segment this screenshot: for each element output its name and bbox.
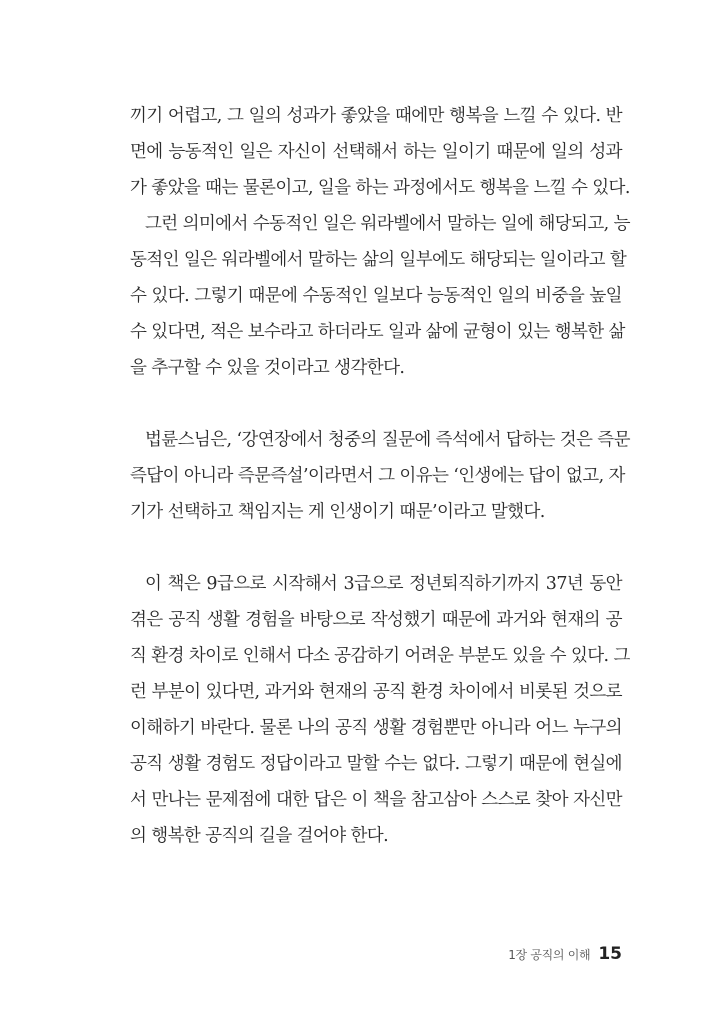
- page-footer: [508, 944, 622, 964]
- text-line: 기가 선택하고 책임지는 게 인생이기 때문’이라고 말했다.: [130, 502, 545, 522]
- text-line: 끼기 어렵고, 그 일의 성과가 좋았을 때에만 행복을 느낄 수 있다. 반: [130, 106, 622, 126]
- text-line: 즉답이 아니라 즉문즉설’이라면서 그 이유는 ‘인생에는 답이 없고, 자: [130, 466, 625, 486]
- text-line: 법륜스님은, ‘강연장에서 청중의 질문에 즉석에서 답하는 것은 즉문: [145, 430, 630, 450]
- text-line: 을 추구할 수 있을 것이라고 생각한다.: [130, 358, 405, 378]
- text-line: 런 부분이 있다면, 과거와 현재의 공직 환경 차이에서 비롯된 것으로: [130, 682, 622, 702]
- text-line: 그런 의미에서 수동적인 일은 워라벨에서 말하는 일에 해당되고, 능: [145, 214, 630, 234]
- text-line: 가 좋았을 때는 물론이고, 일을 하는 과정에서도 행복을 느낄 수 있다.: [130, 178, 630, 198]
- text-line: 수 있다면, 적은 보수라고 하더라도 일과 삶에 균형이 있는 행복한 삶: [130, 322, 625, 342]
- text-line: 의 행복한 공직의 길을 걸어야 한다.: [130, 826, 389, 846]
- text-line: 동적인 일은 워라벨에서 말하는 삶의 일부에도 해당되는 일이라고 할: [130, 250, 627, 270]
- text-line: 서 만나는 문제점에 대한 답은 이 책을 참고삼아 스스로 찾아 자신만: [130, 790, 622, 810]
- chapter-title: 1장 공직의 이해: [508, 948, 591, 962]
- text-line: 이 책은 9급으로 시작해서 3급으로 정년퇴직하기까지 37년 동안: [145, 574, 622, 594]
- text-line: 수 있다. 그렇기 때문에 수동적인 일보다 능동적인 일의 비중을 높일: [130, 286, 622, 306]
- text-line: 겪은 공직 생활 경험을 바탕으로 작성했기 때문에 과거와 현재의 공: [130, 610, 622, 630]
- text-line: 직 환경 차이로 인해서 다소 공감하기 어려운 부분도 있을 수 있다. 그: [130, 646, 630, 666]
- text-line: 이해하기 바란다. 물론 나의 공직 생활 경험뿐만 아니라 어느 누구의: [130, 718, 622, 738]
- text-line: 공직 생활 경험도 정답이라고 말할 수는 없다. 그렇기 때문에 현실에: [130, 754, 622, 774]
- page-number: 15: [598, 944, 622, 964]
- text-line: 면에 능동적인 일은 자신이 선택해서 하는 일이기 때문에 일의 성과: [130, 142, 622, 162]
